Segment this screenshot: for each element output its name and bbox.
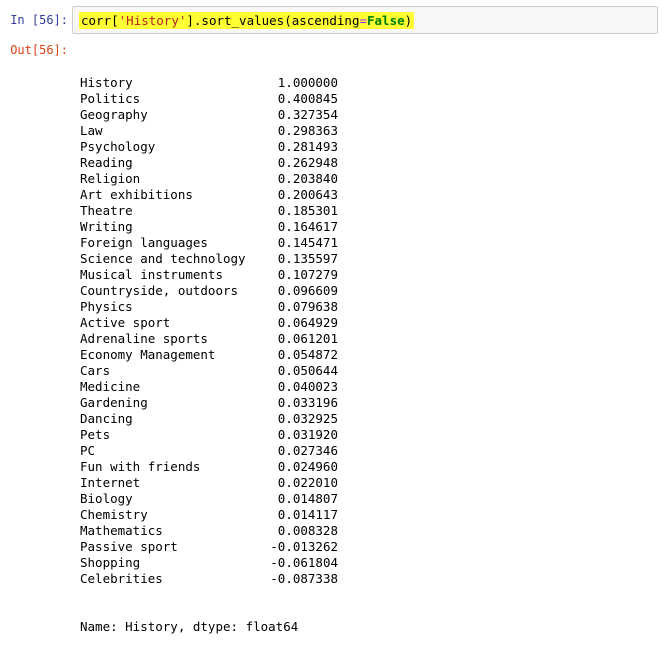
series-value: 0.400845 xyxy=(277,91,338,106)
series-row xyxy=(80,123,338,139)
series-row xyxy=(80,75,338,91)
series-index-label: Countryside, outdoors xyxy=(80,283,239,298)
series-index-label: Internet xyxy=(80,475,141,490)
series-value: 0.135597 xyxy=(277,251,338,266)
series-value: -0.013262 xyxy=(270,539,338,554)
series-row xyxy=(80,571,338,587)
series-value: 1.000000 xyxy=(277,75,338,90)
series-index-label: Adrenaline sports xyxy=(80,331,208,346)
series-value: -0.061804 xyxy=(270,555,338,570)
series-row xyxy=(80,203,338,219)
code-text: corr[ xyxy=(81,13,119,28)
code-text: ].sort_values(ascending xyxy=(186,13,360,28)
series-row xyxy=(80,523,338,539)
series-row xyxy=(80,171,338,187)
series-row xyxy=(80,347,338,363)
series-row xyxy=(80,91,338,107)
series-index-label: Active sport xyxy=(80,315,171,330)
series-index-label: Politics xyxy=(80,91,141,106)
series-index-label: Foreign languages xyxy=(80,235,208,250)
code-keyword: False xyxy=(367,13,405,28)
series-index-label: Celebrities xyxy=(80,571,163,586)
output-prompt: Out[56]: xyxy=(10,43,68,57)
code-line[interactable] xyxy=(79,12,414,29)
series-value: 0.079638 xyxy=(277,299,338,314)
series-index-label: Geography xyxy=(80,107,148,122)
series-index-label: PC xyxy=(80,443,96,458)
series-row xyxy=(80,363,338,379)
series-row xyxy=(80,315,338,331)
series-value: 0.200643 xyxy=(277,187,338,202)
series-index-label: History xyxy=(80,75,133,90)
series-row xyxy=(80,395,338,411)
series-value: 0.008328 xyxy=(277,523,338,538)
series-row xyxy=(80,251,338,267)
series-value: 0.040023 xyxy=(277,379,338,394)
series-value: 0.096609 xyxy=(277,283,338,298)
input-prompt: In [56]: xyxy=(10,13,68,27)
series-row xyxy=(80,267,338,283)
series-value: 0.014807 xyxy=(277,491,338,506)
series-value: 0.022010 xyxy=(277,475,338,490)
series-index-label: Reading xyxy=(80,155,133,170)
code-operator: = xyxy=(359,13,367,28)
series-row xyxy=(80,539,338,555)
series-index-label: Fun with friends xyxy=(80,459,201,474)
series-row xyxy=(80,459,338,475)
output-area xyxy=(80,43,338,651)
series-index-label: Science and technology xyxy=(80,251,246,266)
series-value: 0.031920 xyxy=(277,427,338,442)
series-value: 0.050644 xyxy=(277,363,338,378)
series-index-label: Dancing xyxy=(80,411,133,426)
series-index-label: Musical instruments xyxy=(80,267,223,282)
series-index-label: Theatre xyxy=(80,203,133,218)
series-index-label: Writing xyxy=(80,219,133,234)
series-row xyxy=(80,555,338,571)
series-value: -0.087338 xyxy=(270,571,338,586)
series-index-label: Shopping xyxy=(80,555,141,570)
series-value: 0.064929 xyxy=(277,315,338,330)
series-index-label: Passive sport xyxy=(80,539,178,554)
series-row xyxy=(80,411,338,427)
series-index-label: Psychology xyxy=(80,139,156,154)
series-value: 0.327354 xyxy=(277,107,338,122)
series-row xyxy=(80,235,338,251)
series-value: 0.281493 xyxy=(277,139,338,154)
code-input-cell[interactable] xyxy=(72,6,658,34)
series-index-label: Religion xyxy=(80,171,141,186)
series-index-label: Art exhibitions xyxy=(80,187,193,202)
series-row xyxy=(80,299,338,315)
series-index-label: Mathematics xyxy=(80,523,163,538)
series-value: 0.032925 xyxy=(277,411,338,426)
series-index-label: Chemistry xyxy=(80,507,148,522)
series-row xyxy=(80,283,338,299)
series-row xyxy=(80,379,338,395)
series-index-label: Gardening xyxy=(80,395,148,410)
series-value: 0.027346 xyxy=(277,443,338,458)
series-index-label: Physics xyxy=(80,299,133,314)
series-rows xyxy=(80,75,338,587)
series-row xyxy=(80,107,338,123)
series-row xyxy=(80,155,338,171)
series-row xyxy=(80,219,338,235)
series-value: 0.061201 xyxy=(277,331,338,346)
series-row xyxy=(80,475,338,491)
series-value: 0.014117 xyxy=(277,507,338,522)
series-row xyxy=(80,427,338,443)
series-row xyxy=(80,139,338,155)
series-row xyxy=(80,187,338,203)
series-value: 0.203840 xyxy=(277,171,338,186)
series-value: 0.145471 xyxy=(277,235,338,250)
series-value: 0.164617 xyxy=(277,219,338,234)
series-index-label: Cars xyxy=(80,363,111,378)
series-value: 0.298363 xyxy=(277,123,338,138)
series-row xyxy=(80,443,338,459)
series-row xyxy=(80,331,338,347)
series-value: 0.054872 xyxy=(277,347,338,362)
series-value: 0.024960 xyxy=(277,459,338,474)
series-footer: Name: History, dtype: float64 xyxy=(80,619,299,634)
series-index-label: Biology xyxy=(80,491,133,506)
series-index-label: Law xyxy=(80,123,103,138)
series-value: 0.033196 xyxy=(277,395,338,410)
series-index-label: Economy Management xyxy=(80,347,216,362)
series-value: 0.185301 xyxy=(277,203,338,218)
series-value: 0.262948 xyxy=(277,155,338,170)
series-value: 0.107279 xyxy=(277,267,338,282)
code-string-literal: 'History' xyxy=(118,13,187,28)
series-index-label: Pets xyxy=(80,427,111,442)
series-row xyxy=(80,491,338,507)
series-index-label: Medicine xyxy=(80,379,141,394)
series-row xyxy=(80,507,338,523)
code-text: ) xyxy=(404,13,413,28)
